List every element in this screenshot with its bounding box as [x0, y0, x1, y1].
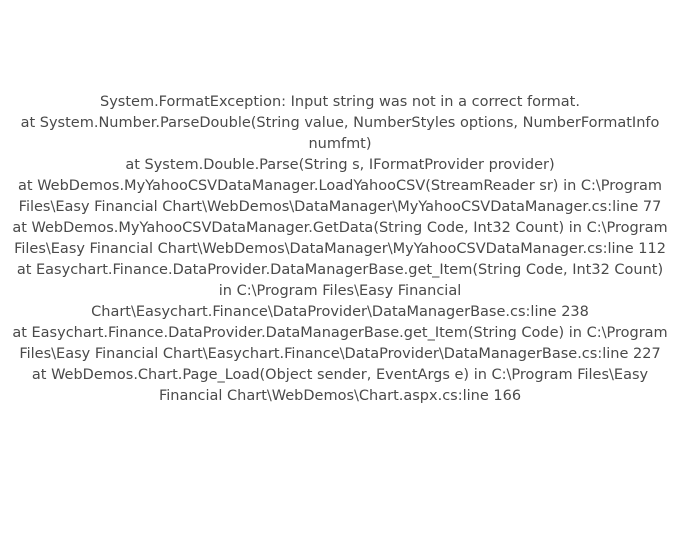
stack-frame-5: at Easychart.Finance.DataProvider.DataManagerBase.get_Item(String Code, Int32 Count) in C:\Program Files\Easy Financial Chart\Easychart.Finance\DataProvider\DataManagerBase.cs:line 238: [16, 262, 664, 320]
exception-stack-trace: [0, 92, 680, 407]
stack-frame-2: at System.Double.Parse(String s, IFormatProvider provider): [125, 157, 555, 173]
exception-message: System.FormatException: Input string was not in a correct format.: [100, 94, 580, 110]
stack-frame-6: at Easychart.Finance.DataProvider.DataManagerBase.get_Item(String Code) in C:\Program Files\Easy Financial Chart\Easychart.Finance\DataProvider\DataManagerBase.cs:line 227: [12, 325, 668, 362]
stack-frame-3: at WebDemos.MyYahooCSVDataManager.LoadYahooCSV(StreamReader sr) in C:\Program Files\Easy Financial Chart\WebDemos\DataManager\MyYahooCSVDataManager.cs:line 77: [18, 178, 662, 215]
stack-frame-7: at WebDemos.Chart.Page_Load(Object sender, EventArgs e) in C:\Program Files\Easy Financial Chart\WebDemos\Chart.aspx.cs:line 166: [31, 367, 649, 404]
stack-frame-4: at WebDemos.MyYahooCSVDataManager.GetData(String Code, Int32 Count) in C:\Program Files\Easy Financial Chart\WebDemos\DataManager\MyYahooCSVDataManager.cs:line 112: [12, 220, 668, 257]
stack-frame-1: at System.Number.ParseDouble(String value, NumberStyles options, NumberFormatInfo numfmt): [20, 115, 660, 152]
